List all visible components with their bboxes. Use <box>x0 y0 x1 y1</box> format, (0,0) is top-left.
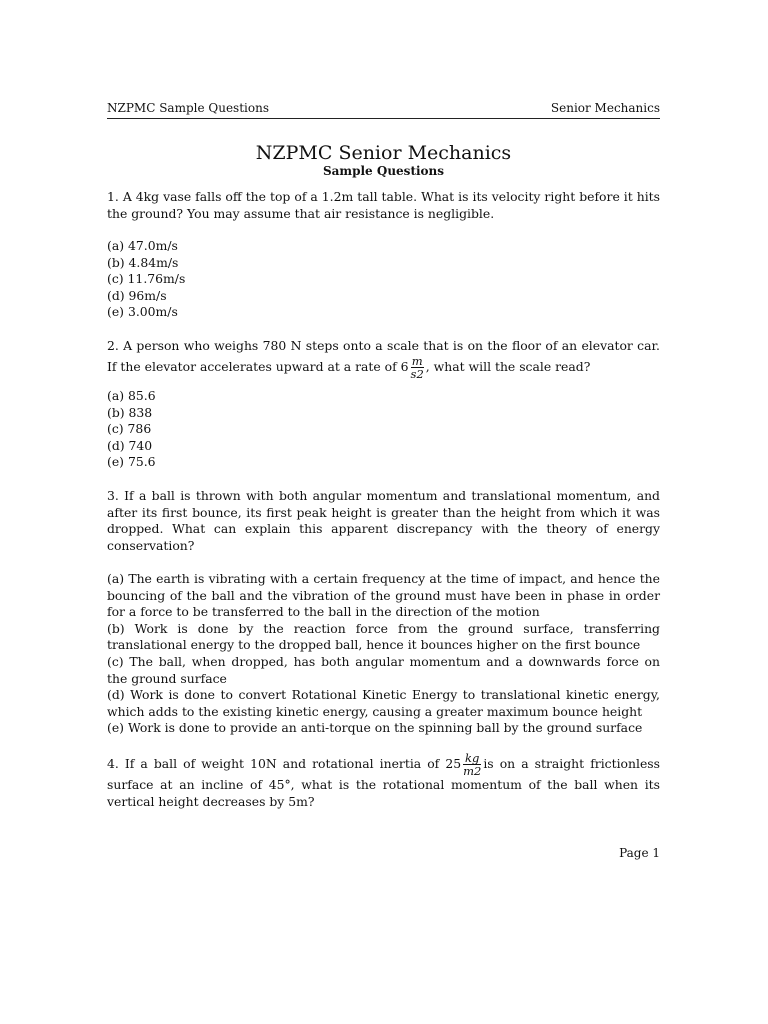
option: (c) 786 <box>107 421 152 437</box>
question-3-options <box>107 571 660 737</box>
question-2-text-end: , what will the scale read? <box>425 358 591 374</box>
unit-fraction <box>411 355 424 380</box>
page-title: NZPMC Senior Mechanics <box>255 142 512 164</box>
running-header <box>107 99 660 119</box>
question-2-options <box>107 388 660 471</box>
option: (b) 838 <box>107 404 153 420</box>
page-number: Page 1 <box>619 846 660 860</box>
question-4 <box>107 752 660 810</box>
document-page <box>107 0 660 1024</box>
question-4-text: 4. If a ball of weight 10N and rotational inertia of 25 <box>107 756 462 771</box>
question-4-text-end: is on a straight frictionless surface at an incline of 45°, what is the rotational momentum of the ball when its vertical height decreases by 5m? <box>107 756 660 809</box>
question-2-text: 2. A person who weighs 780 N steps onto a scale that is on the floor of an elevator car. If the elevator accelerates upward at a rate of 6 <box>107 338 660 374</box>
question-1-options <box>107 238 660 321</box>
question-1: 1. A 4kg vase falls off the top of a 1.2m tall table. What is its velocity right before it hits the ground? You may assume that air resistance is negligible. <box>107 189 660 221</box>
option: (e) 3.00m/s <box>107 304 178 320</box>
question-3: 3. If a ball is thrown with both angular momentum and translational momentum, and after its first bounce, its first peak height is greater than the height from which it was dropped. What can explain this apparent discrepancy with the theory of energy conservation? <box>107 488 660 553</box>
unit-denominator: s2 <box>410 366 424 381</box>
unit-fraction <box>463 752 481 777</box>
option: (d) 96m/s <box>107 287 167 303</box>
option: (b) 4.84m/s <box>107 254 179 270</box>
option: (b) Work is done by the reaction force from the ground surface, transferring translational energy to the dropped ball, hence it bounces higher on the first bounce <box>107 620 660 653</box>
option: (c) 11.76m/s <box>107 271 186 287</box>
option: (a) The earth is vibrating with a certain frequency at the time of impact, and hence the bouncing of the ball and the vibration of the ground must have been in phase in order for a force to be transferred to the ball in the direction of the motion <box>107 571 660 620</box>
option: (d) Work is done to convert Rotational Kinetic Energy to translational kinetic energy, which adds to the existing kinetic energy, causing a greater maximum bounce height <box>107 687 660 719</box>
header-right: Senior Mechanics <box>550 101 660 115</box>
option: (d) 740 <box>107 437 153 453</box>
option: (e) 75.6 <box>107 454 156 470</box>
header-left: NZPMC Sample Questions <box>107 101 269 115</box>
option: (a) 85.6 <box>107 388 156 403</box>
option: (a) 47.0m/s <box>107 238 178 253</box>
option: (c) The ball, when dropped, has both angular momentum and a downwards force on the ground surface <box>107 653 660 686</box>
page-subtitle: Sample Questions <box>322 164 445 178</box>
unit-denominator: m2 <box>463 764 482 778</box>
question-2 <box>107 338 660 380</box>
unit-numerator: kg <box>465 751 480 765</box>
unit-numerator: m <box>411 353 423 368</box>
option: (e) Work is done to provide an anti-torque on the spinning ball by the ground surface <box>107 720 643 736</box>
